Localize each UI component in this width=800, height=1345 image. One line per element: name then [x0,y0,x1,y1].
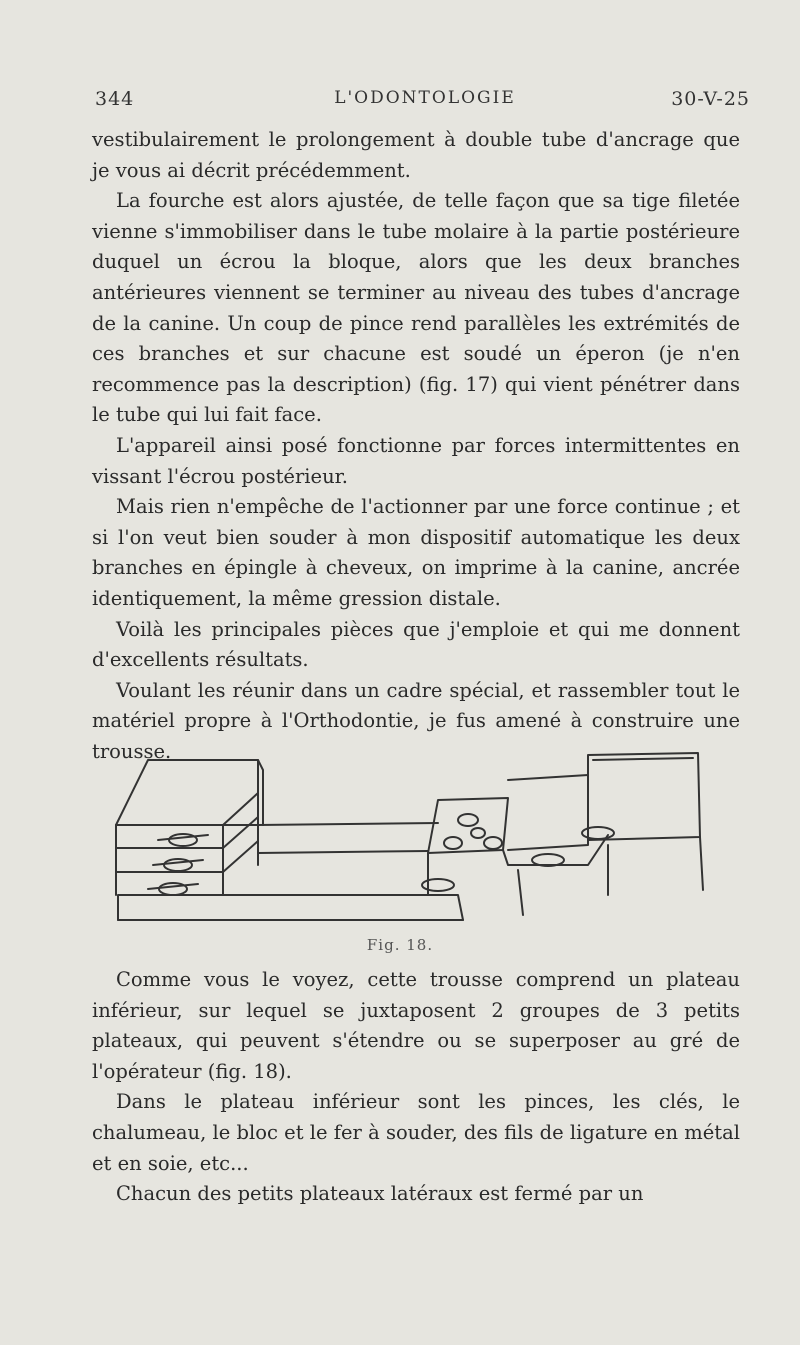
running-header [95,88,755,118]
paragraph: Mais rien n'empêche de l'actionner par une force continue ; et si l'on veut bien souder à mon dispositif automatique les deux branches en épingle à cheveux, on imprime à la canine, ancrée identiquement, la même gression distale. [92,495,740,610]
page-number: 344 [95,88,135,110]
paragraph: La fourche est alors ajustée, de telle façon que sa tige filetée vienne s'immobiliser dans le tube molaire à la partie postérieure duquel un écrou la bloque, alors que les deux branches antérieures viennent se terminer au niveau des tubes d'ancrage de la canine. Un coup de pince rend parallèles les extrémités de ces branches et sur chacune est soudé un éperon (je n'en recommence pas la description) (fig. 17) qui vient pénétrer dans le tube qui lui fait face. [92,189,740,427]
paragraph: Voilà les principales pièces que j'emploie et qui me donnent d'excellents résultats. [92,617,740,672]
text-block-after-figure [92,965,740,1210]
text-block-before-figure [92,125,740,767]
paragraph: L'appareil ainsi posé fonctionne par forces intermittentes en vissant l'écrou postérieur. [92,433,740,488]
right-tray-group-drawing [422,753,703,915]
paragraph: Comme vous le voyez, cette trousse comprend un plateau inférieur, sur lequel se juxtaposent 2 groupes de 3 petits plateaux, qui peuvent s'étendre ou se superposer au gré de l'opérateur (fig. 18). [92,968,740,1083]
journal-title: L'ODONTOLOGIE [334,88,516,108]
paragraph: Chacun des petits plateaux latéraux est fermé par un [116,1182,644,1206]
issue-date: 30-V-25 [671,88,750,110]
left-tray-stack-drawing [116,760,263,895]
paragraph: vestibulairement le prolongement à double tube d'ancrage que je vous ai décrit précédemment. [92,128,740,182]
paragraph: Dans le plateau inférieur sont les pinces, les clés, le chalumeau, le bloc et le fer à souder, des fils de ligature en métal et en soie, etc... [92,1090,740,1175]
figure-caption: Fig. 18. [366,936,434,954]
paragraph: Voulant les réunir dans un cadre spécial, et rassembler tout le matériel propre à l'Orthodontie, je fus amené à construire une trousse. [92,678,740,763]
figure-18-illustration [108,745,728,935]
